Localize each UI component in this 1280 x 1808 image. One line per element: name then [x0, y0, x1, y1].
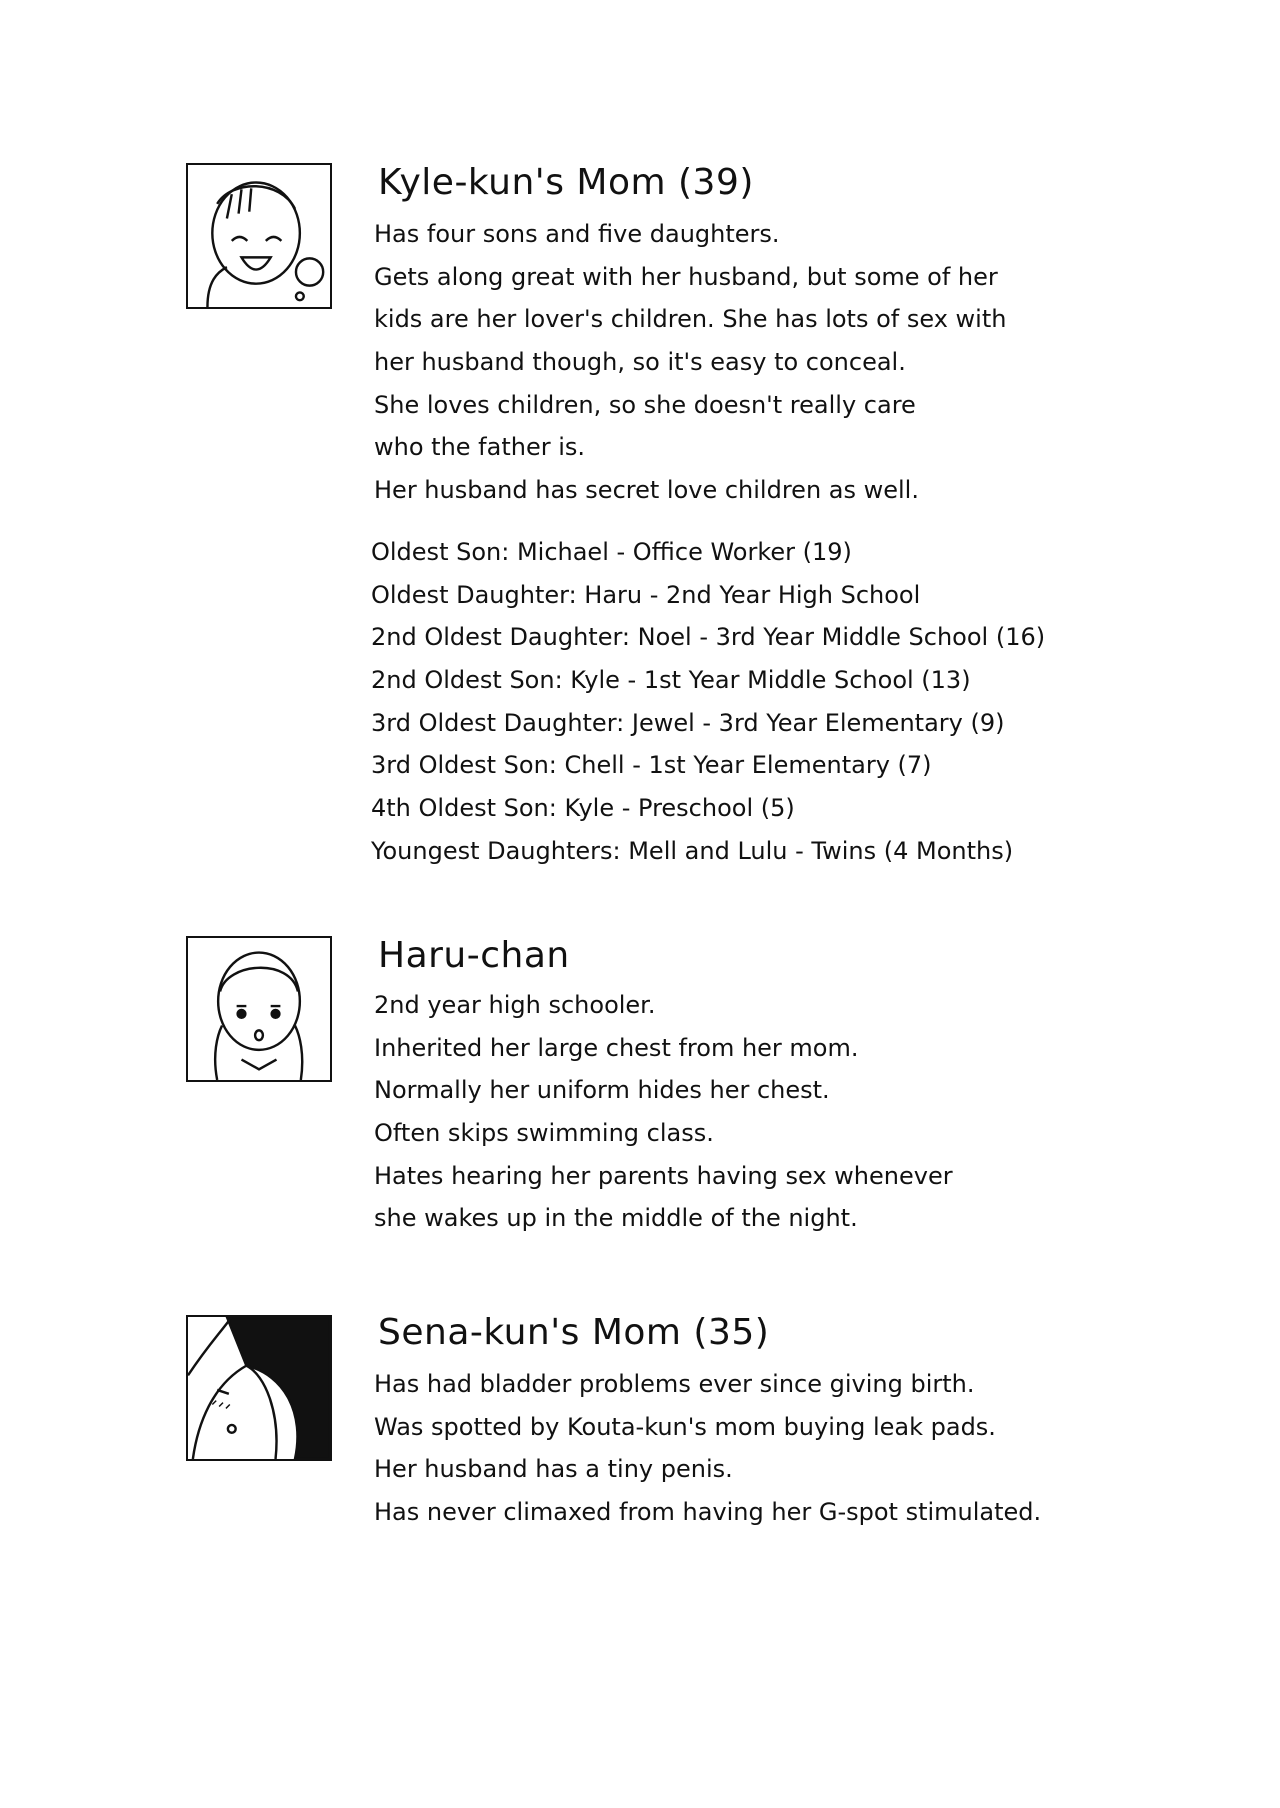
- description-line: she wakes up in the middle of the night.: [374, 1204, 858, 1233]
- description-line: Normally her uniform hides her chest.: [374, 1076, 830, 1105]
- child-entry: 4th Oldest Son: Kyle - Preschool (5): [371, 794, 795, 823]
- description-line: Has never climaxed from having her G-spot stimulated.: [374, 1498, 1042, 1527]
- character-description: [374, 213, 1006, 512]
- character-name: Sena-kun's Mom (35): [378, 1312, 770, 1353]
- description-line: Inherited her large chest from her mom.: [374, 1033, 859, 1062]
- description-line: Her husband has secret love children as well.: [374, 476, 919, 505]
- child-entry: Oldest Son: Michael - Office Worker (19): [371, 538, 852, 566]
- description-line: Gets along great with her husband, but some of her: [374, 262, 998, 291]
- child-entry: 3rd Oldest Son: Chell - 1st Year Elementary (7): [371, 751, 932, 780]
- sena-mom-portrait: [186, 1315, 332, 1461]
- character-name: Kyle-kun's Mom (39): [378, 162, 754, 203]
- haru-portrait: [186, 936, 332, 1082]
- description-line: Hates hearing her parents having sex whenever: [374, 1161, 953, 1190]
- child-entry: Oldest Daughter: Haru - 2nd Year High School: [371, 580, 921, 609]
- description-line: Has had bladder problems ever since giving birth.: [374, 1370, 975, 1398]
- child-entry: Youngest Daughters: Mell and Lulu - Twins (4 Months): [371, 836, 1014, 865]
- character-description: [374, 984, 953, 1240]
- description-line: kids are her lover's children. She has lots of sex with: [374, 305, 1007, 334]
- kyle-mom-portrait: [186, 163, 332, 309]
- description-line: Has four sons and five daughters.: [374, 220, 780, 248]
- character-name: Haru-chan: [378, 935, 570, 976]
- description-line: who the father is.: [374, 433, 586, 462]
- description-line: 2nd year high schooler.: [374, 991, 656, 1019]
- child-entry: 2nd Oldest Son: Kyle - 1st Year Middle School (13): [371, 666, 971, 695]
- character-description: [374, 1363, 1041, 1534]
- children-list: [371, 531, 1045, 873]
- description-line: She loves children, so she doesn't really care: [374, 390, 916, 419]
- description-line: Her husband has a tiny penis.: [374, 1455, 733, 1484]
- description-line: Was spotted by Kouta-kun's mom buying leak pads.: [374, 1412, 996, 1441]
- description-line: Often skips swimming class.: [374, 1119, 714, 1148]
- child-entry: 2nd Oldest Daughter: Noel - 3rd Year Middle School (16): [371, 623, 1046, 652]
- child-entry: 3rd Oldest Daughter: Jewel - 3rd Year Elementary (9): [371, 708, 1005, 737]
- description-line: her husband though, so it's easy to conceal.: [374, 348, 906, 377]
